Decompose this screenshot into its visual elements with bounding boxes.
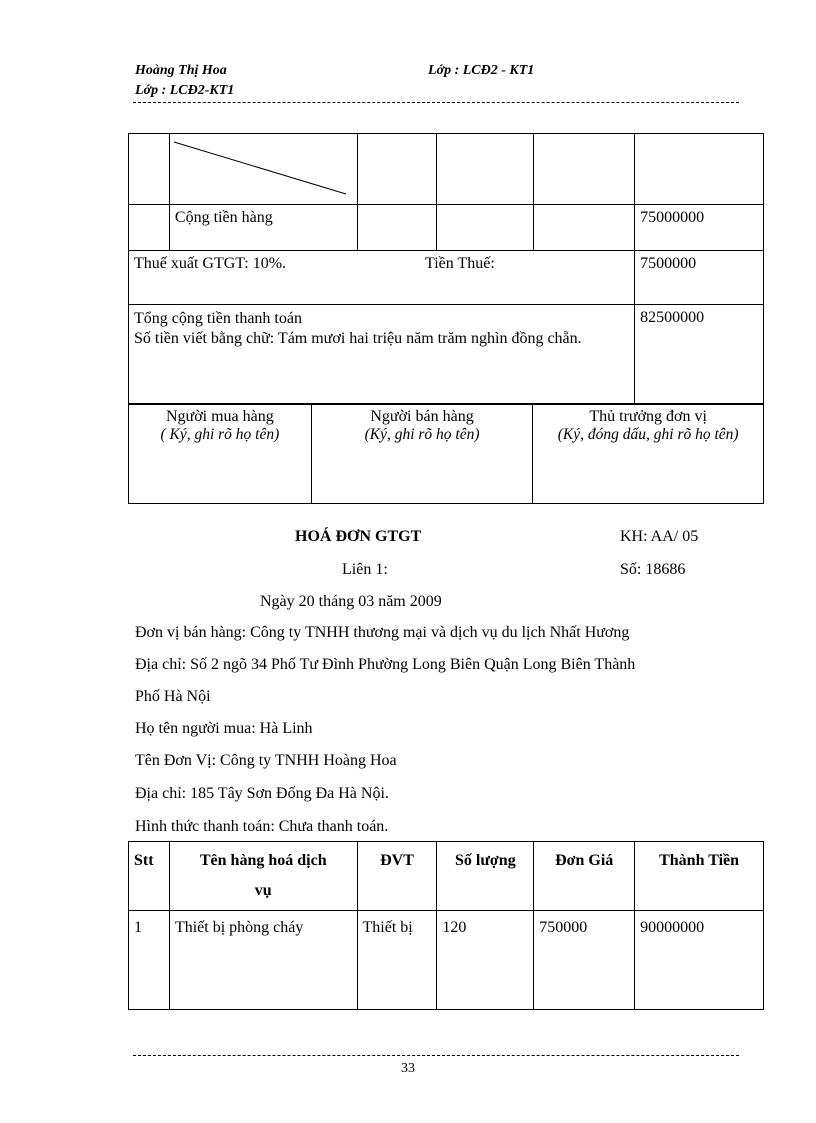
items-header-row (129, 842, 764, 911)
table-row (129, 911, 764, 1010)
address-line-2: Phố Hà Nội (135, 688, 211, 705)
row-amount: 90000000 (635, 911, 764, 1010)
header-divider (133, 102, 739, 103)
header-name-line2: vụ (254, 882, 272, 899)
subtotal-value: 75000000 (635, 205, 764, 251)
buyer-line: Họ tên người mua: Hà Linh (135, 720, 313, 737)
header-amount: Thành Tiền (635, 842, 764, 911)
signature-table (128, 403, 764, 504)
diagonal-cell (169, 134, 357, 205)
address-line-1: Địa chỉ: Số 2 ngõ 34 Phố Tư Đình Phường Long Biên Quận Long Biên Thành (135, 656, 636, 673)
invoice-copy: Liên 1: (342, 561, 388, 578)
class-label-left: Lớp : LCĐ2-KT1 (135, 83, 235, 98)
subtotal-row (129, 205, 764, 251)
amount-in-words: Số tiền viết bằng chữ: Tám mươi hai triệu năm trăm nghìn đồng chẵn. (134, 330, 582, 347)
row-unit: Thiết bị (357, 911, 437, 1010)
seller-title: Người bán hàng (370, 408, 474, 425)
author-name: Hoàng Thị Hoa (135, 63, 227, 78)
row-qty: 120 (437, 911, 534, 1010)
tax-value: 7500000 (635, 251, 764, 305)
head-note: (Ký, đóng dấu, ghi rõ họ tên) (557, 426, 739, 443)
header-qty: Số lượng (437, 842, 534, 911)
tax-label: Tiền Thuế: (425, 255, 495, 272)
unit-line: Tên Đơn Vị: Công ty TNHH Hoàng Hoa (135, 752, 397, 769)
header-price: Đơn Giá (534, 842, 635, 911)
header-unit: ĐVT (357, 842, 437, 911)
payment-line: Hình thức thanh toán: Chưa thanh toán. (135, 818, 389, 835)
head-signature (533, 404, 764, 504)
top-invoice-table (128, 133, 764, 405)
invoice-title: HOÁ ĐƠN GTGT (295, 528, 422, 545)
page-number: 33 (401, 1061, 415, 1076)
unit-address: Địa chỉ: 185 Tây Sơn Đống Đa Hà Nội. (135, 785, 389, 802)
head-title: Thủ trưởng đơn vị (589, 408, 707, 425)
diagonal-line (170, 134, 357, 204)
row-name: Thiết bị phòng cháy (169, 911, 357, 1010)
blank-row (129, 134, 764, 205)
total-value: 82500000 (635, 305, 764, 405)
buyer-signature (129, 404, 312, 504)
class-label-center: Lớp : LCĐ2 - KT1 (428, 63, 535, 78)
header-name-line1: Tên hàng hoá dịch (199, 852, 327, 869)
buyer-note: ( Ký, ghi rõ họ tên) (160, 426, 280, 443)
subtotal-label: Cộng tiền hàng (169, 205, 357, 251)
row-stt: 1 (129, 911, 170, 1010)
seller-note: (Ký, ghi rõ họ tên) (364, 426, 480, 443)
total-row (129, 305, 764, 405)
tax-row (129, 251, 764, 305)
invoice-number: Số: 18686 (620, 561, 686, 578)
footer-divider (133, 1055, 739, 1056)
seller-signature (311, 404, 533, 504)
invoice-date: Ngày 20 tháng 03 năm 2009 (260, 593, 442, 610)
items-table (128, 841, 764, 1010)
seller-line: Đơn vị bán hàng: Công ty TNHH thương mại và dịch vụ du lịch Nhất Hương (135, 624, 630, 641)
vat-rate-label: Thuế xuất GTGT: 10%. (134, 255, 287, 272)
invoice-kh: KH: AA/ 05 (620, 528, 699, 545)
buyer-title: Người mua hàng (165, 408, 274, 425)
header-name (169, 842, 357, 911)
header-stt: Stt (129, 842, 170, 911)
row-price: 750000 (534, 911, 635, 1010)
total-label: Tổng cộng tiền thanh toán (134, 310, 302, 327)
